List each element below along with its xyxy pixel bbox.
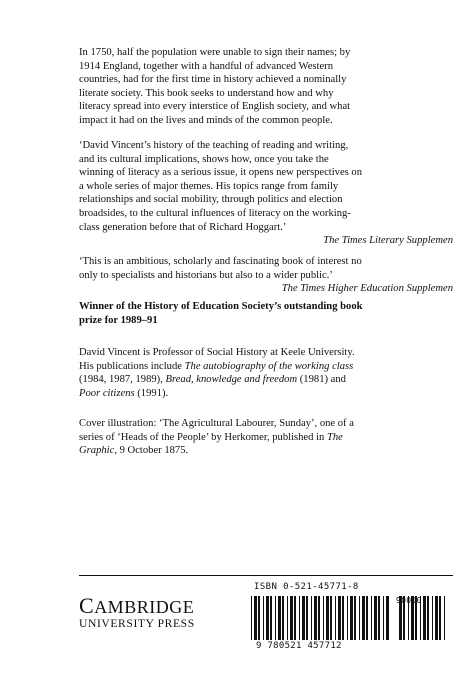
barcode-bar — [282, 596, 284, 640]
barcode-bar — [371, 596, 372, 640]
intro-line: impact it had on the lives and minds of the common people. — [79, 114, 333, 126]
barcode-bar — [423, 596, 426, 640]
bio-line: His publications include The autobiography of the working class — [79, 360, 354, 372]
barcode-bar — [287, 596, 288, 640]
bio-line: David Vincent is Professor of Social History at Keele University. — [79, 347, 355, 358]
barcode-bar — [294, 596, 296, 640]
barcode-bar — [314, 596, 317, 640]
barcode-bar — [432, 596, 433, 640]
barcode-bar — [366, 596, 368, 640]
review-quote-1 — [79, 139, 453, 248]
author-bio — [79, 346, 453, 400]
quote-source: The Times Higher Education Supplemen — [281, 283, 453, 295]
barcode-bar — [338, 596, 341, 640]
cover-credit — [79, 417, 453, 458]
barcode-bar — [342, 596, 344, 640]
barcode-bar — [362, 596, 365, 640]
barcode-bar — [323, 596, 324, 640]
barcode-bar — [335, 596, 336, 640]
intro-line: countries, had for the first time in history achieved a nominally — [79, 74, 347, 86]
barcode-bar — [270, 596, 272, 640]
quote-line: a whole series of major themes. His topics range from family — [79, 180, 339, 192]
barcode-bar — [330, 596, 332, 640]
quote-line: winning of literacy as a serious issue, it opens new perspectives on — [79, 167, 363, 179]
divider-rule — [79, 575, 453, 576]
barcode-bar — [311, 596, 312, 640]
award-note — [79, 300, 453, 327]
credit-line: Graphic, 9 October 1875. — [79, 445, 189, 457]
quote-source: The Times Literary Supplemen — [323, 235, 453, 247]
barcode-bar — [350, 596, 353, 640]
credit-line: Cover illustration: ‘The Agricultural Labourer, Sunday’, one of a — [79, 418, 354, 429]
barcode-bar — [278, 596, 281, 640]
intro-line: literacy spread into every interstice of English society, and what — [79, 101, 351, 113]
barcode-bar — [427, 596, 429, 640]
intro-paragraph — [79, 46, 453, 128]
review-quote-2 — [79, 255, 453, 296]
barcode-bar — [326, 596, 329, 640]
barcode-bar — [318, 596, 320, 640]
award-line: prize for 1989–91 — [79, 314, 158, 326]
barcode-bar — [258, 596, 260, 640]
barcode-bar — [275, 596, 276, 640]
barcode-bar — [306, 596, 308, 640]
barcode-bar — [374, 596, 377, 640]
barcode-bar — [290, 596, 293, 640]
quote-line: broadsides, to the cultural influences of literacy on the working- — [79, 207, 351, 219]
quote-line: only to specialists and historians but also to a wider public.’ — [79, 269, 333, 281]
barcode-addon-number: 90000 — [396, 596, 422, 605]
barcode-bar — [302, 596, 305, 640]
barcode-bar — [359, 596, 360, 640]
barcode-bar — [299, 596, 300, 640]
barcode-bar — [378, 596, 380, 640]
barcode-bar — [435, 596, 438, 640]
barcode-bar — [439, 596, 441, 640]
intro-line: In 1750, half the population were unable to sign their names; by — [79, 47, 351, 58]
bio-line: Poor citizens (1991). — [79, 387, 169, 399]
publisher-subtitle: UNIVERSITY PRESS — [79, 617, 195, 630]
barcode-bar — [263, 596, 264, 640]
quote-line: and its cultural implications, shows how, once you take the — [79, 153, 329, 165]
award-line: Winner of the History of Education Society’s outstanding book — [79, 301, 363, 312]
quote-line: ‘This is an ambitious, scholarly and fascinating book of interest no — [79, 256, 362, 267]
publisher-logo: CAMBRIDGE — [79, 593, 195, 618]
barcode-bar — [347, 596, 348, 640]
intro-line: 1914 England, together with a handful of advanced Western — [79, 60, 334, 72]
barcode-bar — [444, 596, 445, 640]
quote-line: class generation before that of Richard Hoggart.’ — [79, 221, 287, 233]
barcode-bar — [386, 596, 389, 640]
barcode-bar — [266, 596, 269, 640]
barcode-number: 9 780521 457712 — [256, 641, 342, 651]
isbn-label: ISBN 0-521-45771-8 — [254, 582, 359, 592]
barcode-bar — [383, 596, 384, 640]
credit-line: series of ‘Heads of the People’ by Herkomer, published in The — [79, 431, 343, 443]
intro-line: literate society. This book seeks to understand how and why — [79, 87, 334, 99]
barcode-bar — [251, 596, 252, 640]
barcode-bar — [254, 596, 257, 640]
quote-line: ‘David Vincent’s history of the teaching of reading and writing, — [79, 140, 349, 151]
quote-line: relationships and social mobility, through politics and election — [79, 194, 343, 206]
barcode-bar — [354, 596, 356, 640]
bio-line: (1984, 1987, 1989), Bread, knowledge and freedom (1981) and — [79, 374, 346, 386]
